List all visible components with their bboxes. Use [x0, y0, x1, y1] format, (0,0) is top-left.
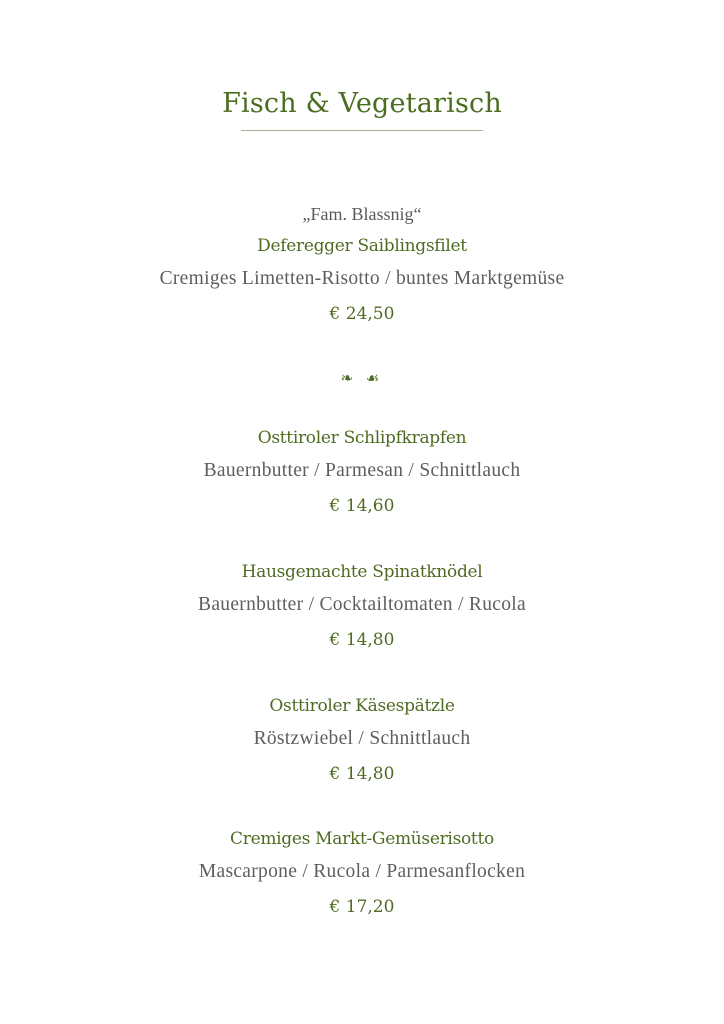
featured-dish-price: € 24,50 [329, 304, 395, 324]
page-title: Fisch & Vegetarisch [222, 88, 502, 119]
dish-price: € 17,20 [329, 897, 395, 917]
dish-description: Mascarpone / Rucola / Parmesanflocken [198, 861, 526, 882]
featured-dish-description: Cremiges Limetten-Risotto / buntes Marktgemüse [159, 268, 565, 289]
dish-description: Bauernbutter / Cocktailtomaten / Rucola [198, 594, 526, 615]
dish-name: Hausgemachte Spinatknödel [241, 562, 483, 582]
dish-description: Röstzwiebel / Schnittlauch [253, 728, 471, 749]
dish-description: Bauernbutter / Parmesan / Schnittlauch [203, 460, 521, 481]
dish-name: Osttiroler Käsespätzle [269, 696, 455, 716]
title-underline [241, 130, 483, 131]
dish-name: Cremiges Markt-Gemüserisotto [230, 829, 494, 849]
dish-price: € 14,80 [329, 764, 395, 784]
featured-note: „Fam. Blassnig“ [302, 204, 422, 224]
dish-price: € 14,80 [329, 630, 395, 650]
ornament-divider: ❧ ☙ [340, 369, 384, 387]
featured-dish-name: Deferegger Saiblingsfilet [257, 236, 467, 256]
dish-name: Osttiroler Schlipfkrapfen [257, 428, 467, 448]
dish-price: € 14,60 [329, 496, 395, 516]
